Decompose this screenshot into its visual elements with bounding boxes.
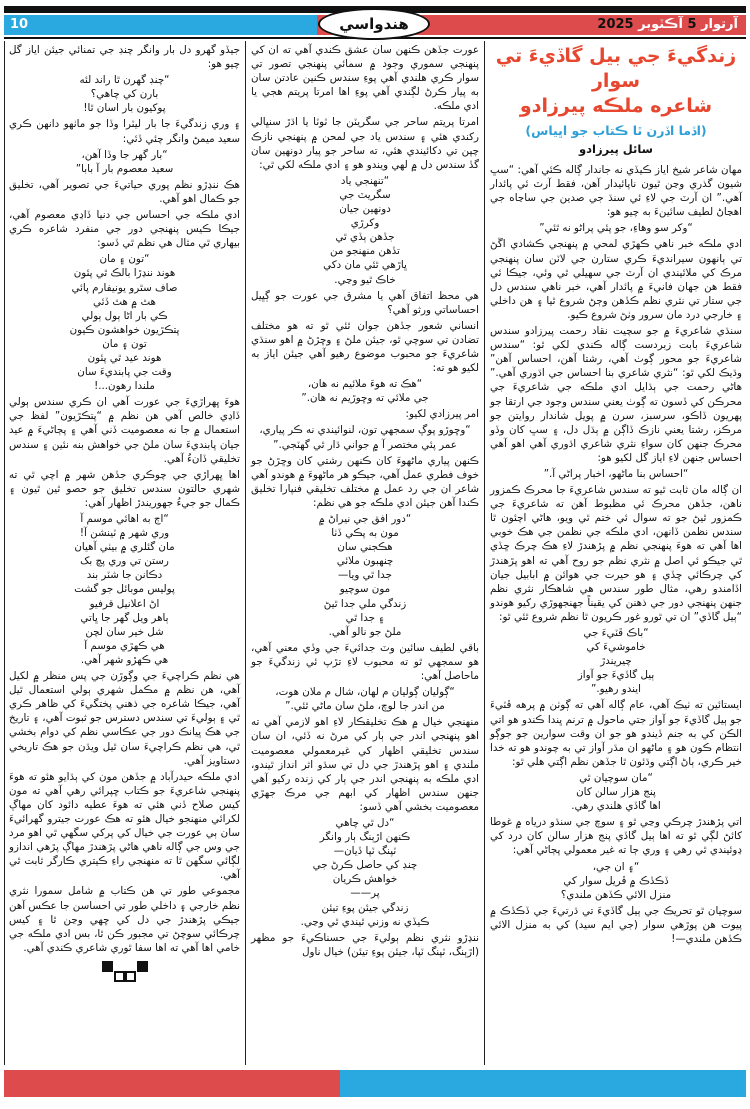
- prose-paragraph: هي محظ اتفاق آهي يا مشرق جي عورت جو ڳڀيل احساساتي ورثو آهي؟: [251, 289, 479, 316]
- verse-line: ملندا رهون...!: [94, 380, 155, 393]
- column-left-body: [9, 43, 240, 955]
- verse-line: عمر پئي مختصر آ ۾ جواني ڌار ٿي گهٽجي.”: [273, 438, 457, 451]
- verse-block: [9, 512, 240, 667]
- footer-bar-red: [4, 1070, 340, 1097]
- prose-paragraph: ڪنهن پياري ماڻهوءَ کان ڪنهن رشتي کان وڇڙڻ جو خوف فطري عمل آهي، جيڪو هر ماڻهوءَ ۾ هوندو آهي شاعر ان جي رد عمل ۾ مختلف تخليقي فنپارا تخليق ڪندا آهن جيئن ادي ملڪه جو هي نظم:: [251, 454, 479, 509]
- verse-line: خاڪ ٿيو وڃي.: [334, 273, 396, 286]
- verse-block: [251, 423, 479, 451]
- verse-line: تڏهن منهنجو من: [330, 245, 400, 258]
- end-of-article-mark: [102, 961, 148, 982]
- prose-paragraph: سوچيان ٿو تحريڪ جي ٻيل گاڏيءَ تي ڌرتيءَ جي ڏڪڏڪ ۾ پيوت هن پوڙهي سوار (جي ايم سيد) کي به منزل الائي ڪڏهن ملندي—!: [490, 904, 742, 945]
- verse-line: “۽ ان جي،: [592, 860, 640, 873]
- prose-paragraph: هوءَ ڀهراڙيءَ جي عورت آهي ان ڪري سندس ٻولي ڏاڍي خالص آهي هن نظم ۾ “پتڪڙيون” لفظ جي استعمال ۾ جا نه معصوميت ڏني آهي ۽ پڄاڻيءَ ۾ عيد جيان پابنديءَ سان ملڻ جي خواهش بنه نئين ۽ سندس تخليقي ڏانءُ آهي.: [9, 396, 240, 465]
- verse-line: اڻ اعلانيل قرفيو: [89, 597, 160, 610]
- verse-line: سگريٽ جي: [339, 188, 391, 201]
- prose-paragraph: ادي ملڪه خبر ناهي ڪهڙي لمحي ۾ پنهنجي ڪشادي اڱڻ تي ٻانهون سيرانديءَ ڪري ستارن جي لاٽن سان پنهنجي مرڪ کي ملائيندي ان آرٽ جي سهيلي ٿي وئي، جيڪا ئي فقط هن جهان فانيءَ ۾ پائدار آهي، خبر ناهي سندس دل جي ستار تي نثري نظم ڪڏهن وڄڻ شروع ٿيا ۽ هن داخلي ۽ خارجي درد مان سرور وٺڻ شروع ڪيو.: [490, 238, 742, 321]
- verse-line: “اڄ به اهائي موسم آ: [80, 513, 169, 525]
- verse-line: شل خير سان لچن: [85, 625, 164, 638]
- prose-paragraph: ادي ملڪه جي احساس جي دنيا ڏاڍي معصوم آهي، جيڪا ڪيس پنهنجي دور جي منفرد شاعره ڪري بيهاري ٿي مثال هي نظم ٿي ڏسو:: [9, 209, 240, 250]
- verse-line: هڪجني سان: [337, 541, 393, 554]
- verse-block: [9, 73, 240, 115]
- verse-line: جدا ٿي ويا—: [338, 569, 392, 582]
- verse-line: چنهبون ملائي: [336, 555, 394, 568]
- prose-paragraph: جيڏو گهرو دل بار وانگر چنڊ جي تمنائي جيئن اياز گل چيو هو:: [9, 44, 240, 71]
- prose-paragraph: ادي ملڪه حيدرآباد ۾ جڏهن مون کي ٻڌايو هئو ته هوءَ پنهنجي شاعريءَ جو ڪتاب ڇپرائي رهي آهي ته مون کيس صلاح ڏني هئي ته هوءَ عطيه دائود کان مهاڳ لکرائي منهنجو خيال هئو ته هڪ عورت جيترو گهرائيءَ سان ٻي عورت جي خيال کي پرکي سگهي ٿي اهو مرد جي وس جي ڳاله ناهي هاڻي پڙهندڙ مهاڳ پڙهي اندازو لڳائي سگهن ٿا ته منهنجي راءِ ڪيتري ڪارگر ثابت ٿي آهي.: [9, 770, 240, 882]
- article-columns: [4, 41, 746, 1065]
- verse-line: “تنهنجي ياد: [340, 174, 390, 187]
- verse-line: “ڳوليان ڳوليان م لهان، شال م ملان هوت،: [275, 686, 455, 699]
- prose-paragraph: امرتا پريتم ساحر جي سگريٽن جا ٽوٽا يا اڌڙ سنڀالي رکندي هئي ۽ سندس ياد جي لمحن ۾ پنهنجي نازڪ چپن تي دکائيندي هئي، ته ساحر جو پيار دونهين سان گڏ سندس دل ۾ لهي ويندو هو ۽ ادي ملڪه لکي ٿي:: [251, 116, 479, 171]
- prose-paragraph: منهنجي خيال ۾ هڪ تخليقڪار لاءِ اهو لازمي آهي ته اهو پنهنجي اندر جي ٻار کي مرڻ نه ڏئي، ان سان سندس تخليقي اظهار کي غيرمعمولي معصوميت ملندي ۽ اهو پڙهندڙ جي دل تي سڌو اثر انداز ٿيندو، ادي ملڪه به پنهنجي اندر جي ٻار کي زنده رکيو آهي جنهن سندس اظهار کي ابهم جي مرڪ جهڙي معصوميت بخشي آهي ڏسو:: [251, 716, 479, 813]
- verse-line: “وڇوڙو پوڳ سمجهي تون، لنوائيندي نه ڪر پياري،: [259, 424, 471, 437]
- verse-block: [490, 221, 742, 235]
- prose-paragraph: اتي پڙهندڙ چرڪي وڃي ٿو ۽ سوچ جي سنڌو درياه ۾ غوطا کائڻ لڳي ٿو ته اها ٻيل گاڏي پنج هزار سالن کان درد کي ڍوئيندي ٿي رهي ۽ وري ڄا ته غير معمولي پڄاڻي آهي:: [490, 816, 742, 857]
- verse-block: [490, 626, 742, 696]
- verse-line: هي ڪهڙي موسم آ: [84, 639, 165, 652]
- verse-line: منزل الائي ڪڏهن ملندي؟: [560, 888, 672, 901]
- verse-line: هوند ننڍڙا بالڪ ٿي پئون: [73, 267, 176, 280]
- column-middle-body: [251, 43, 479, 959]
- date-day: 5: [687, 17, 697, 32]
- verse-line: جي ملائي ته وڇوڙيم نه هان.”: [301, 392, 429, 405]
- article-subtitle: (اڏما اڏرن ٿا ڪتاب جو اڀياس): [525, 123, 707, 138]
- verse-line: مان گئلري ۾ بيٺي آهيان: [74, 541, 175, 554]
- verse-line: صاف سٿرو يونيفارم پائي: [71, 281, 178, 294]
- verse-line: مون سوچيو: [339, 583, 391, 596]
- verse-line: “دل ٿي چاهي: [335, 816, 395, 829]
- verse-line: “وکر سو وهاءِ، جو پئي پراڻو نه ٿئي”: [539, 222, 693, 235]
- column-right-body: [490, 163, 742, 946]
- verse-line: “دور افق جي نيراڻ ۾: [318, 513, 412, 525]
- prose-paragraph: هڪ ننڍڙو نظم پوري حياتيءَ جي تصوير آهي، تخليق جو ڪمال اهو آهي.: [9, 178, 240, 205]
- verse-line: چيريندڙ: [600, 655, 632, 668]
- verse-line: ڏڪڏڪ ۾ ڦريل سوار کي: [563, 874, 669, 887]
- verse-line: “مان سوچيان ٿي: [579, 771, 653, 784]
- masthead-logo: [318, 8, 430, 40]
- verse-block: [251, 174, 479, 287]
- verse-line: ملڻ جو نالو آهي.: [328, 625, 402, 638]
- verse-line: “بار گهر جا وڏا آهن،: [81, 148, 168, 161]
- verse-line: هوند عيد ٿي پئون: [87, 351, 162, 364]
- prose-paragraph: هي نظم ڪراچيءَ جي وڳوڙن جي پس منظر ۾ لکيل آهي، هن نظم ۾ مڪمل شهري ٻولي استعمال ٿيل آهي، جيڪا شاعره جي ذهني پختگيءَ کي ظاهر ڪري ٿي ۽ ٻوليءَ تي سندس دسترس جو ثبوت آهي، ۽ تاريخ جي هڪ ڀيانڪ دور جي عڪاسي نظم کي دوام بخشي ٿي، هي نظم ڪراچيءَ سان ٿيل ويڌن جو هڪ تاريخي دستاويز آهي.: [9, 670, 240, 767]
- verse-line: دڪانن جا شٽر بند: [86, 569, 163, 582]
- verse-line: پر——: [350, 887, 380, 900]
- verse-line: وري شهر ۾ ٽينشن آ!: [79, 527, 170, 540]
- verse-line: “باڪ ڦٽيءَ جي: [583, 627, 649, 639]
- verse-block: [9, 252, 240, 393]
- page-number: 10: [10, 17, 29, 32]
- verse-line: جڏهن ٻڏي ٿي: [335, 231, 395, 244]
- prose-paragraph: سنڌي شاعريءَ ۾ جو سچيت نقاد رحمت پيرزادو سندس شاعريءَ بابت زبردست ڳاله ڪندي لکي ٿو: “سندس شاعريءَ جو محور ڳوٺ آهي، رشتا آهن، احساس آهن” وڌيڪ لکي ٿو: “نثري شاعري بنا احساس جي اڌوري آهي.” هاڻي رحمت جي ٻڌايل ادي ملڪه جي شاعريءَ جي محرڪن کي ڏسون ته ڳوٺ يعني سندس وجود جي ارتقا جو پهريون ڏاڪو، سرسبز، سرن ۾ پويل شاندار روايتن جو مرڪز، رشتا يعني نازڪ ڏاڳن ۾ ٻڌل دل، ۽ سڀ کان وڏو محرڪ جنهن کان سواءِ نثري شاعري اڌوري آهي اهو آهي احساس جنهن لاءِ اياز گل لکيو هو:: [490, 325, 742, 464]
- masthead-title: هندواسي: [339, 15, 409, 33]
- verse-line: ڪنهن اڙٻنگ ٻار وانگر: [319, 831, 411, 844]
- column-rule: [484, 41, 485, 1065]
- verse-block: [251, 377, 479, 405]
- verse-block: [251, 816, 479, 929]
- prose-paragraph: ننڍڙو نثري نظم ٻوليءَ جي حسناڪيءَ جو مظهر (اڙٻنگ، ٽپنگ ٽپا، جيئن پوءِ تيئن) خيال ناول: [251, 931, 479, 958]
- article-headline: [490, 44, 742, 119]
- verse-line: پوليس موبائل جو گشت: [74, 583, 175, 596]
- verse-line: “احساس بنا ماڻهو، اخبار پراڻي آ.”: [543, 467, 689, 480]
- verse-line: ۽ جدا ٿي: [345, 611, 385, 624]
- verse-line: من اندر جا لوچ، ملڻ سان ماڻي ٿئي.”: [285, 700, 445, 713]
- verse-line: وکرڙي: [350, 217, 380, 230]
- prose-paragraph: ان ڳاله مان ثابت ٿيو ته سندس شاعريءَ جا محرڪ ڪمزور ناهن، جڏهن محرڪ ئي مظبوط آهن ته شاعريءَ جي ڪمزور ٿيڻ جو ته سوال ئي ختم ٿي ويو، هاڻي اچئون ٿا سندس نظمن ڏانهن، ادي ملڪه جي نظمن جي هڪ خوبي اها آهي ته هوءَ پنهنجي نظم ۾ پڙهندڙ لاءِ هڪ چرڪ ڇڏي ٿي جيڪو ئي اصل ۾ نثري نظم جو روح آهي ته اهو پڙهندڙ کي چرڪائي ڇڏي ۽ هو حيرت جي هوائن ۾ ابابيل جيان اڏامندو رهي، مثال طور سندس هي شاهڪار نثري نظم جنهن پنهنجي دور جي ذهنن کي يقيناً جهنجهوڙي رکيو هوندو “ٻيل گاڏي” ان تي ٿورو غور ڪريون ٿا نظم شروع ٿئي ٿو:: [490, 484, 742, 623]
- verse-line: زندگي ملي جدا ٿيڻ: [323, 597, 407, 610]
- column-right: [485, 41, 746, 1065]
- prose-paragraph: مجموعي طور تي هن ڪتاب ۾ شامل سمورا نثري نظم خارجي ۽ داخلي طور تي احساسن جا عڪس آهن جيڪي پڙهندڙ جي دل کي ڇهي وڃن ٿا ۽ کيس چرڪائي سوچڻ تي مجبور ڪن ٿا، بس ادي ملڪه جي خامي اها آهي ته اها سفا ٿوري شاعري ڪندي آهي.: [9, 885, 240, 954]
- headline-line-2: شاعره ملڪه پيرزادو: [519, 95, 713, 117]
- headline-line-1: زندگيءَ جي بيل گاڏيءَ تي سوار: [495, 45, 737, 92]
- verse-line: ڪي بار اڻا ٻول ٻولي: [81, 309, 168, 322]
- header-bar-blue: [4, 15, 317, 35]
- verse-line: مون به پڪي ڏٺا: [331, 527, 399, 540]
- column-rule: [245, 41, 246, 1065]
- verse-line: رستن تي وري پچ بک: [80, 555, 169, 568]
- verse-line: ٻاهر ويل گهر جا ڀاتي: [80, 611, 169, 624]
- verse-block: [490, 771, 742, 813]
- date-month: آڪٽوبر: [638, 17, 683, 32]
- prose-paragraph: باقي لطيف سائين وٽ جدائيءَ جي وڏي معني آهي، هو سمجهي ٿو ته محبوب لاءِ تڙپ ئي زندگيءَ جو ماحاصل آهي:: [251, 641, 479, 683]
- verse-line: چنڊ کي حاصل ڪرڻ جي: [312, 859, 418, 872]
- verse-line: اها گاڏي هلندي رهي.: [571, 800, 661, 813]
- prose-paragraph: انساني شعور جڏهن جوان ٿئي ٿو ته هو مختلف تضادن تي سوچي ٿو، جيئن ملڻ ۽ وڇڙڻ ۾ اهو سنڌي شاعريءَ جو محبوب موضوع رهيو آهي جيئن اياز به لکيو هو ته:: [251, 319, 479, 375]
- verse-line: خاموشيءَ کي: [586, 641, 646, 654]
- verse-line: پتڪڙيون خواهشون ڪيون: [69, 323, 180, 336]
- verse-line: ڪيڏي نه وزني ٿيندي ٿي وڃي.: [300, 915, 430, 928]
- verse-block: [490, 467, 742, 481]
- prose-paragraph: مهان شاعر شيخ اياز ڪيڏي نه جاندار ڳاله ڪئي آهي: “سڀ شيون گذري وڃن ٿيون ناپائيدار آهن، فقط آرٽ ئي پائدار آهي.” ان آرٽ جي لاءِ ئي سنڌ جي صدين جي ساڃاه جي اهڃاڻ لطيف سائينءَ به چيو هو:: [490, 164, 742, 219]
- verse-line: هي ڪهڙو شهر آهي.: [80, 653, 169, 666]
- verse-line: پوکيون بار اسان ٿا!: [83, 102, 166, 115]
- verse-line: ٽپنگ ٽپا ڏيان—: [333, 845, 397, 858]
- verse-line: پنج هزار سالن کان: [576, 786, 656, 799]
- verse-line: تون ۽ مان: [102, 337, 147, 350]
- column-middle: [246, 41, 484, 1065]
- verse-block: [251, 685, 479, 713]
- column-left: [5, 41, 245, 1065]
- verse-line: دونهين جيان: [339, 203, 391, 216]
- verse-line: سعيد معصوم بار آ بابا”: [75, 162, 174, 175]
- verse-line: بارن کي چاهي؟: [90, 88, 159, 101]
- verse-line: “چنڊ گهرن ٿا راند لئه: [79, 74, 170, 87]
- prose-paragraph: عورت جڏهن ڪنهن سان عشق ڪندي آهي ته ان کي پنهنجي سموري وجود ۾ سمائي پنهنجي تصور تي سوار ڪري هلندي آهي پوءِ سندس ڪنين عادتن سان به پيار ڪرڻ لڳندي آهي پوءِ اها امرتا پريتم هجي يا ادي ملڪه.: [251, 44, 479, 113]
- verse-line: هٿ ۾ هٿ ڏئي: [93, 295, 156, 308]
- verse-block: [251, 512, 479, 639]
- edition-date: [597, 17, 738, 32]
- article-byline: سائل پيرزادو: [579, 142, 653, 156]
- end-mark-bottom-squares: [102, 971, 148, 982]
- date-weekday: آرتوار: [701, 17, 738, 32]
- prose-paragraph: ۽ وري زندگيءَ جا بار ليٽرا وڏا جو ماٺهو دانهن ڪري سعيد ميمڻ وانگر چئي ڏئي:: [9, 118, 240, 145]
- verse-line: “تون ۽ مان: [99, 253, 150, 266]
- date-year: 2025: [597, 17, 634, 32]
- verse-line: ايندو رهيو.”: [591, 683, 641, 696]
- prose-paragraph: ايستائين ته ٺيڪ آهي، عام ڳاله آهي ته ڳوٺن ۾ پرهه ڦٽيءَ جو ٻيل گاڏيءَ جو آواز جتي ماحول ۾ ترنم ڀندا ڪندو هو اتي الڪن کي به جنم ڏيندو هو جو ان وقت سوارين جو جوڳو انتظام ڪون هو ۽ ماڻهو ان مڌر آواز تي به چوندو هو ته خدا خير ڪري، ٻاڻ اڳتي وڌئون ٿا جڏهن نظم اڳتي هلي ٿو:: [490, 699, 742, 768]
- verse-line: خواهش ڪريان: [332, 873, 398, 886]
- verse-line: زندگي جيئن پوءِ تيئن: [321, 901, 409, 914]
- verse-line: وقت جي پابنديءَ سان: [77, 366, 172, 379]
- prose-paragraph: اها ڀهراڙي جي چوڪري جڏهن شهر ۾ اچي ٿي ته شهري حالتون سندس تخليق جو حصو ٿين ٿيون ۽ ڪمال جو جيءُ جهوريندڙ اظهار آهي:: [9, 468, 240, 509]
- verse-block: [490, 860, 742, 902]
- footer-bar-blue: [340, 1070, 746, 1097]
- verse-line: ڀاڙهي ٿئي مان دکي: [323, 259, 407, 272]
- verse-line: ٻيل گاڏيءَ جو آواز: [577, 669, 655, 682]
- verse-block: [9, 148, 240, 176]
- verse-line: “هڪ ته هوءَ ملائيم نه هان،: [307, 378, 423, 391]
- prose-paragraph: امر پيرزادي لکيو:: [405, 408, 479, 421]
